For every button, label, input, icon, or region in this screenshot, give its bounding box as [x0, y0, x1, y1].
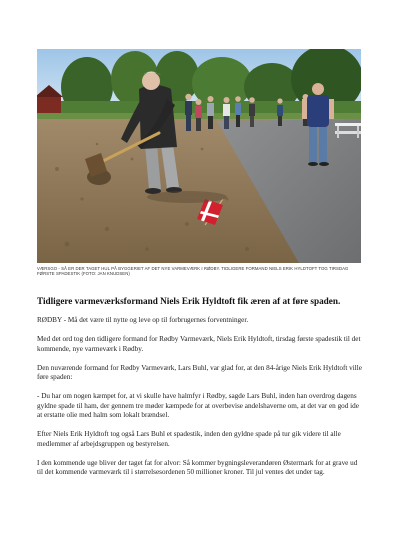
- article-paragraph: RØDBY - Må det være til nytte og leve op til forbrugernes forventninger.: [37, 316, 249, 324]
- article-body: [37, 296, 363, 487]
- article-photo: [37, 49, 361, 263]
- article-paragraph: Efter Niels Erik Hyldtoft tog også Lars Buhl et spadestik, inden den gyldne spade på tur gik videre til alle medlemmer af arbejdsgruppen og bestyrelsen.: [37, 430, 341, 448]
- article-paragraph: Med det ord tog den tidligere formand for Rødby Varmeværk, Niels Erik Hyldtoft, tirsdag første spadestik til det kommende, nye varmeværk i Rødby.: [37, 335, 361, 353]
- article-headline: Tidligere varmeværksformand Niels Erik Hyldtoft fik æren af at føre spaden.: [37, 296, 341, 306]
- photo-illustration: [37, 49, 361, 263]
- article-paragraph: Den nuværende formand for Rødby Varmeværk, Lars Buhl, var glad for, at den 84-årige Niels Erik Hyldtoft ville føre spaden:: [37, 363, 362, 381]
- article-paragraph: - Du har om nogen kæmpet for, at vi skulle have halmfyr i Rødby, sagde Lars Buhl, inden han overdrog dagens gyldne spade til ham, der gennem tre møder kæmpede for at overbevise andelshaverne om, at det var en god ide at erstatte olie med halm som lokalt brændsel.: [37, 392, 359, 419]
- photo-caption: VÆRSGO - SÅ ER DER TAGET HUL PÅ BYGGERIET AF DET NYE VARMEVÆRK I RØDBY. TIDLIGERE FORMAND NIELS ERIK HYLDTOFT TOG TIRSDAG FØRSTE SPADESTIK (FOTO: JAN KNUDSEN): [37, 266, 349, 277]
- article-paragraph: I den kommende uge bliver der taget fat for alvor: Så kommer bygningsleverandøren Østermark for at grave ud til det kommende varmeværk til i størrelsesordenen 50 millioner kroner. Til jul ventes det under tag.: [37, 458, 358, 476]
